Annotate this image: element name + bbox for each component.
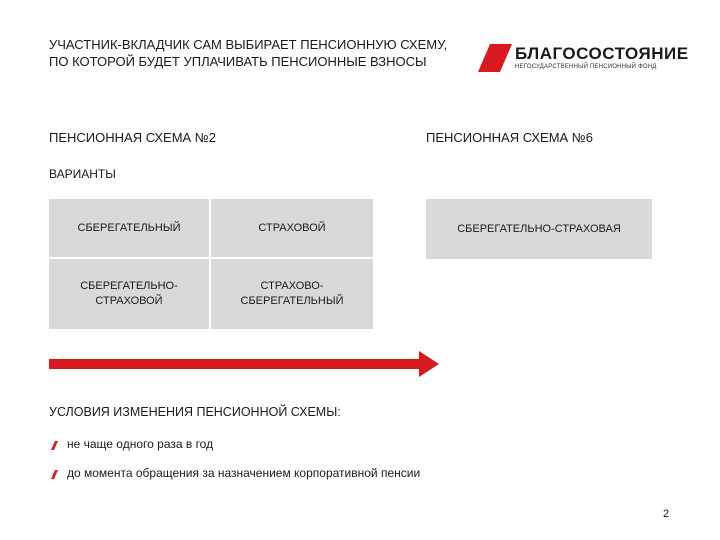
condition-item: [49, 466, 420, 480]
company-logo: [478, 44, 689, 74]
logo-tagline: НЕГОСУДАРСТВЕННЫЙ ПЕНСИОННЫЙ ФОНД: [515, 64, 657, 70]
option-savings-insurance: СБЕРЕГАТЕЛЬНО-СТРАХОВОЙ: [49, 259, 209, 329]
condition-text: не чаще одного раза в год: [67, 437, 214, 451]
right-arrow-icon: [49, 351, 439, 379]
scheme6-title: ПЕНСИОННАЯ СХЕМА №6: [426, 130, 593, 145]
option-insurance: СТРАХОВОЙ: [211, 199, 373, 257]
slide-title: УЧАСТНИК-ВКЛАДЧИК САМ ВЫБИРАЕТ ПЕНСИОННУЮ СХЕМУ, ПО КОТОРОЙ БУДЕТ УПЛАЧИВАТЬ ПЕНСИОННЫЕ ВЗНОСЫ: [49, 37, 448, 69]
condition-item: [49, 437, 213, 451]
red-slash-bullet-icon: [49, 438, 61, 450]
logo-stripe-icon: [478, 44, 512, 72]
logo-name: БЛАГОСОСТОЯНИЕ: [515, 44, 689, 63]
conditions-title: УСЛОВИЯ ИЗМЕНЕНИЯ ПЕНСИОННОЙ СХЕМЫ:: [49, 405, 341, 419]
option-insurance-savings: СТРАХОВО-СБЕРЕГАТЕЛЬНЫЙ: [211, 259, 373, 329]
red-slash-bullet-icon: [49, 467, 61, 479]
option-scheme6-savings-insurance: СБЕРЕГАТЕЛЬНО-СТРАХОВАЯ: [426, 199, 652, 259]
condition-text: до момента обращения за назначением корпоративной пенсии: [67, 466, 421, 480]
variants-label: ВАРИАНТЫ: [49, 167, 116, 181]
page-number: 2: [663, 508, 670, 520]
option-savings: СБЕРЕГАТЕЛЬНЫЙ: [49, 199, 209, 257]
scheme2-title: ПЕНСИОННАЯ СХЕМА №2: [49, 130, 216, 145]
